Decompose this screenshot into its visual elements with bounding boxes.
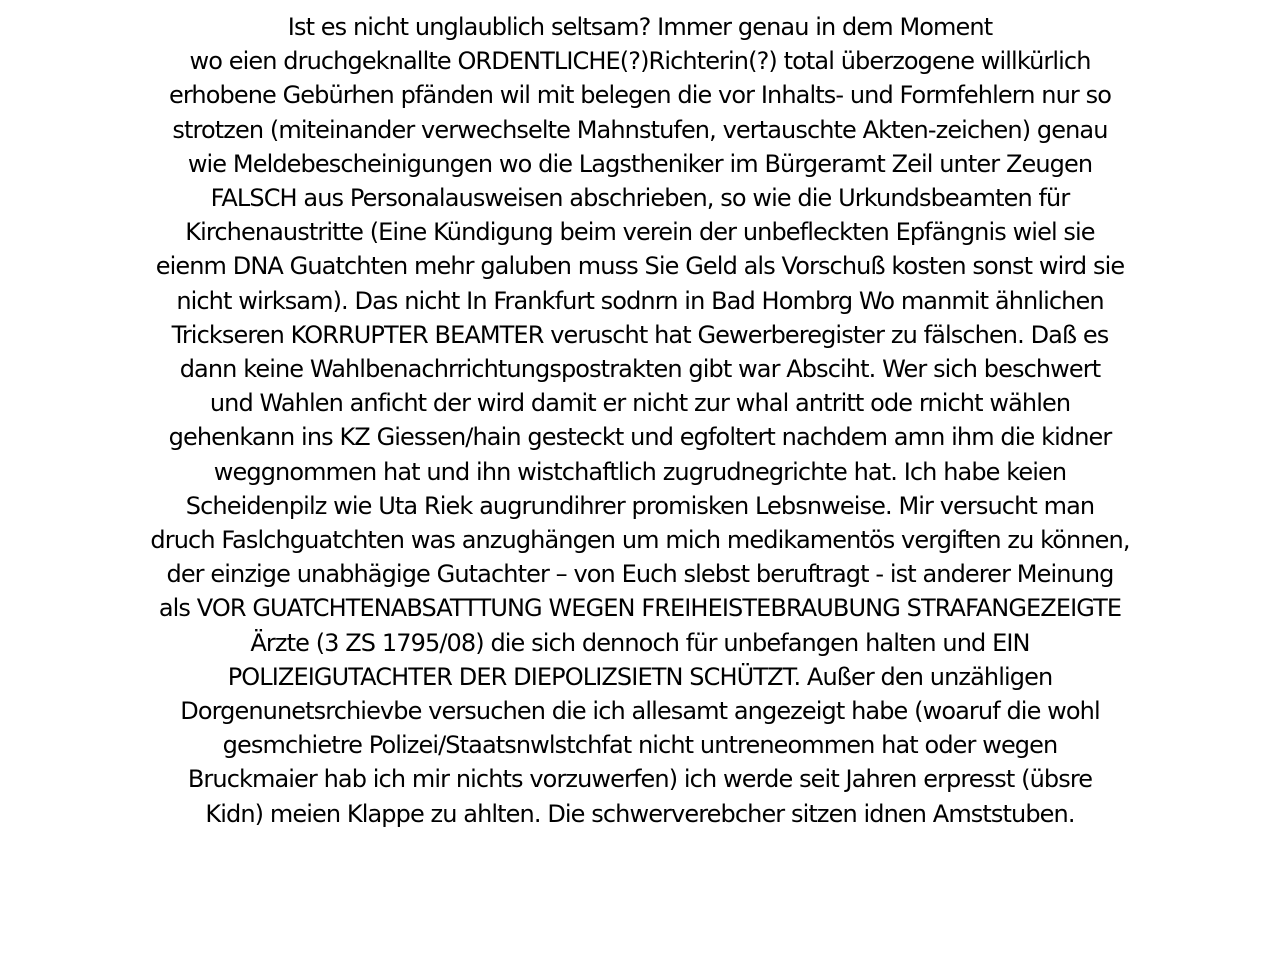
text-line: wo eien druchgeknallte ORDENTLICHE(?)Richterin(?) total überzogene willkürlich: [189, 47, 1091, 76]
text-line: POLIZEIGUTACHTER DER DIEPOLIZSIETN SCHÜTZT. Außer den unzähligen: [227, 662, 1053, 691]
text-line: Scheidenpilz wie Uta Riek augrundihrer promisken Lebsnweise. Mir versucht man: [185, 491, 1095, 520]
text-line: nicht wirksam). Das nicht In Frankfurt sodnrn in Bad Hombrg Wo manmit ähnlichen: [176, 286, 1104, 315]
text-line: gesmchietre Polizei/Staatsnwlstchfat nicht untreneommen hat oder wegen: [222, 731, 1058, 760]
text-line: strotzen (miteinander verwechselte Mahnstufen, vertauschte Akten-zeichen) genau: [172, 115, 1108, 144]
text-line: Ist es nicht unglaublich seltsam? Immer genau in dem Moment: [287, 13, 993, 41]
text-line: und Wahlen anficht der wird damit er nicht zur whal antritt ode rnicht wählen: [209, 389, 1071, 418]
text-line: Bruckmaier hab ich mir nichts vorzuwerfen) ich werde seit Jahren erpresst (übsre: [187, 765, 1093, 794]
text-line: druch Faslchguatchten was anzughängen um mich medikamentös vergiften zu können,: [150, 526, 1130, 555]
text-line: als VOR GUATCHTENABSATTTUNG WEGEN FREIHEISTEBRAUBUNG STRAFANGEZEIGTE: [158, 594, 1122, 623]
text-line: Dorgenunetsrchievbe versuchen die ich allesamt angezeigt habe (woaruf die wohl: [180, 697, 1100, 726]
text-line: Kidn) meien Klappe zu ahlten. Die schwerverebcher sitzen idnen Amststuben.: [205, 799, 1075, 828]
text-line: Ärzte (3 ZS 1795/08) die sich dennoch für unbefangen halten und EIN: [250, 628, 1030, 657]
text-line: der einzige unabhägige Gutachter – von Euch slebst beruftragt - ist anderer Meinung: [166, 560, 1114, 589]
text-line: erhobene Gebürhen pfänden wil mit belegen die vor Inhalts- und Formfehlern nur so: [168, 81, 1112, 110]
text-line: wie Meldebescheinigungen wo die Lagstheniker im Bürgeramt Zeil unter Zeugen: [187, 149, 1093, 178]
text-line: dann keine Wahlbenachrrichtungspostrakten gibt war Absciht. Wer sich beschwert: [179, 355, 1101, 384]
slide-text-block: [40, 10, 1240, 831]
text-line: gehenkann ins KZ Giessen/hain gesteckt und egfoltert nachdem amn ihm die kidner: [168, 423, 1112, 452]
text-line: FALSCH aus Personalausweisen abschrieben, so wie die Urkundsbeamten für: [210, 184, 1070, 213]
text-line: Kirchenaustritte (Eine Kündigung beim verein der unbefleckten Epfängnis wiel sie: [185, 218, 1095, 247]
text-line: eienm DNA Guatchten mehr galuben muss Sie Geld als Vorschuß kosten sonst wird sie: [155, 252, 1125, 281]
text-line: weggnommen hat und ihn wistchaftlich zugrudnegrichte hat. Ich habe keien: [213, 457, 1067, 486]
text-line: Trickseren KORRUPTER BEAMTER veruscht hat Gewerberegister zu fälschen. Daß es: [171, 320, 1109, 349]
